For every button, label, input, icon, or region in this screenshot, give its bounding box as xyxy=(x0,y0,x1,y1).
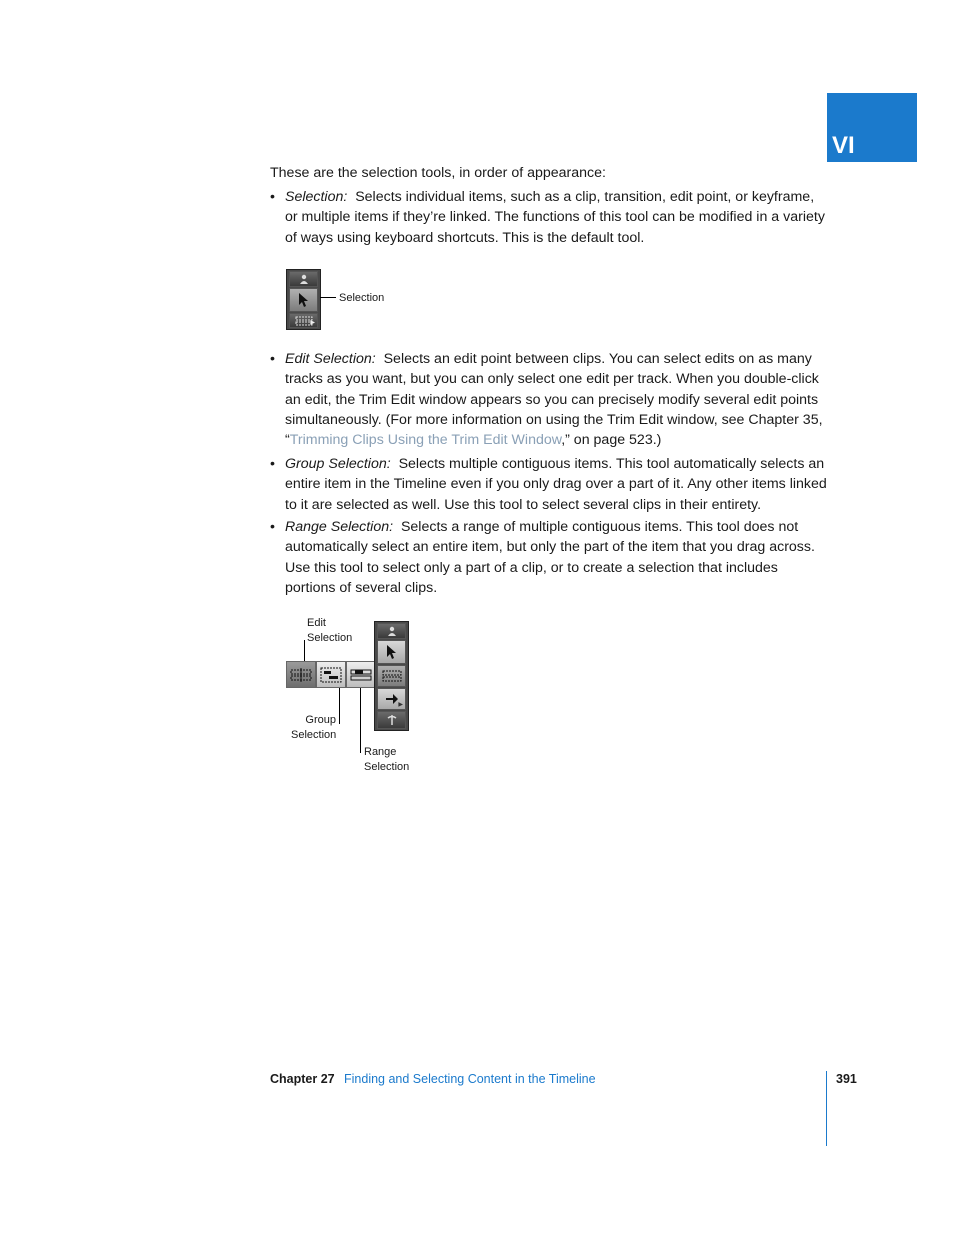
edit-selection-icon xyxy=(382,670,402,682)
bullet-dot: • xyxy=(270,519,275,535)
submenu-arrow-icon: ▶ xyxy=(310,320,315,326)
footer-chapter-title[interactable]: Finding and Selecting Content in the Timeline xyxy=(344,1072,596,1086)
description-edit-selection-end: ,” on page 523.) xyxy=(561,432,662,449)
callout-group-line1: Group xyxy=(305,714,336,726)
bullet-dot: • xyxy=(270,456,275,472)
edit-selection-tool-button[interactable] xyxy=(289,313,318,328)
person-icon xyxy=(289,271,318,287)
bullet-dot: • xyxy=(270,189,275,205)
callout-edit-line1: Edit xyxy=(307,617,326,629)
crop-tool-button[interactable] xyxy=(377,711,406,729)
crop-icon xyxy=(386,714,398,726)
description-edit-selection: Selects an edit point between clips. You can select edits on as many tracks as you want, but you can only select one edit per track. When you double-click an edit, the Trim Edit window appears so you can precisely modify several edit points simultaneously. (For more information on using the Trim Edit window, see Chapter 35, “ xyxy=(285,351,823,449)
callout-group-selection xyxy=(291,713,336,743)
part-tab-label: VI xyxy=(832,132,855,159)
callout-range-line2: Selection xyxy=(364,761,410,773)
bullet-group-selection xyxy=(270,454,830,515)
selection-tool-button[interactable] xyxy=(289,288,318,312)
edit-selection-icon xyxy=(290,668,312,682)
bullet-range-selection xyxy=(270,517,830,598)
term-group-selection: Group Selection: xyxy=(285,456,391,472)
description-selection: Selects individual items, such as a clip, transition, edit point, or keyframe, or multiple items if they’re linked. The functions of this tool can be modified in a variety of ways using keyboard shortcuts. This is the default tool. xyxy=(285,189,825,246)
page-number: 391 xyxy=(836,1072,857,1086)
callout-selection: Selection xyxy=(339,292,385,304)
part-tab xyxy=(827,93,917,162)
term-selection: Selection: xyxy=(285,189,348,205)
group-selection-icon xyxy=(320,667,342,683)
callout-group-line2: Selection xyxy=(291,729,337,741)
term-edit-selection: Edit Selection: xyxy=(285,351,376,367)
callout-edit-selection xyxy=(307,616,352,646)
group-selection-option[interactable] xyxy=(316,661,346,688)
intro-paragraph: These are the selection tools, in order of appearance: xyxy=(270,165,606,181)
tool-palette-selection xyxy=(286,269,321,330)
selection-tool-button[interactable] xyxy=(377,640,406,664)
arrow-pointer-icon xyxy=(386,644,398,660)
cross-reference-link[interactable]: Trimming Clips Using the Trim Edit Window xyxy=(289,432,562,449)
callout-line xyxy=(304,640,305,662)
term-range-selection: Range Selection: xyxy=(285,519,394,535)
callout-range-line1: Range xyxy=(364,746,397,758)
track-forward-tool-button[interactable] xyxy=(377,688,406,710)
callout-range-selection xyxy=(364,745,409,775)
description-range-selection: Selects a range of multiple contiguous items. This tool does not automatically select an entire item, but only the part of the item that you drag across. Use this tool to select only a part of a clip, or to create a selection that includes portions of several clips. xyxy=(285,519,815,596)
footer-divider xyxy=(826,1071,827,1146)
person-icon xyxy=(377,623,406,639)
bullet-dot: • xyxy=(270,351,275,367)
footer-chapter: Chapter 27 xyxy=(270,1072,335,1086)
bullet-edit-selection xyxy=(270,349,830,450)
submenu-arrow-icon: ▶ xyxy=(398,702,403,708)
arrow-pointer-icon xyxy=(298,292,310,308)
callout-line xyxy=(320,297,336,298)
description-group-selection: Selects multiple contiguous items. This tool automatically selects an entire item in the Timeline even if you only drag over a part of it. Any other items linked to it are selected as well. Use this tool to select several clips in their entirety. xyxy=(285,456,827,513)
range-selection-option[interactable] xyxy=(346,661,376,688)
edit-selection-option[interactable] xyxy=(286,661,316,688)
forward-arrow-icon xyxy=(385,693,399,705)
bullet-selection xyxy=(270,187,830,248)
range-selection-icon xyxy=(350,668,372,682)
callout-line xyxy=(360,688,361,753)
callout-edit-line2: Selection xyxy=(307,632,353,644)
callout-line xyxy=(339,688,340,724)
tool-palette-expanded xyxy=(374,621,409,731)
edit-selection-tool-button[interactable] xyxy=(377,665,406,687)
